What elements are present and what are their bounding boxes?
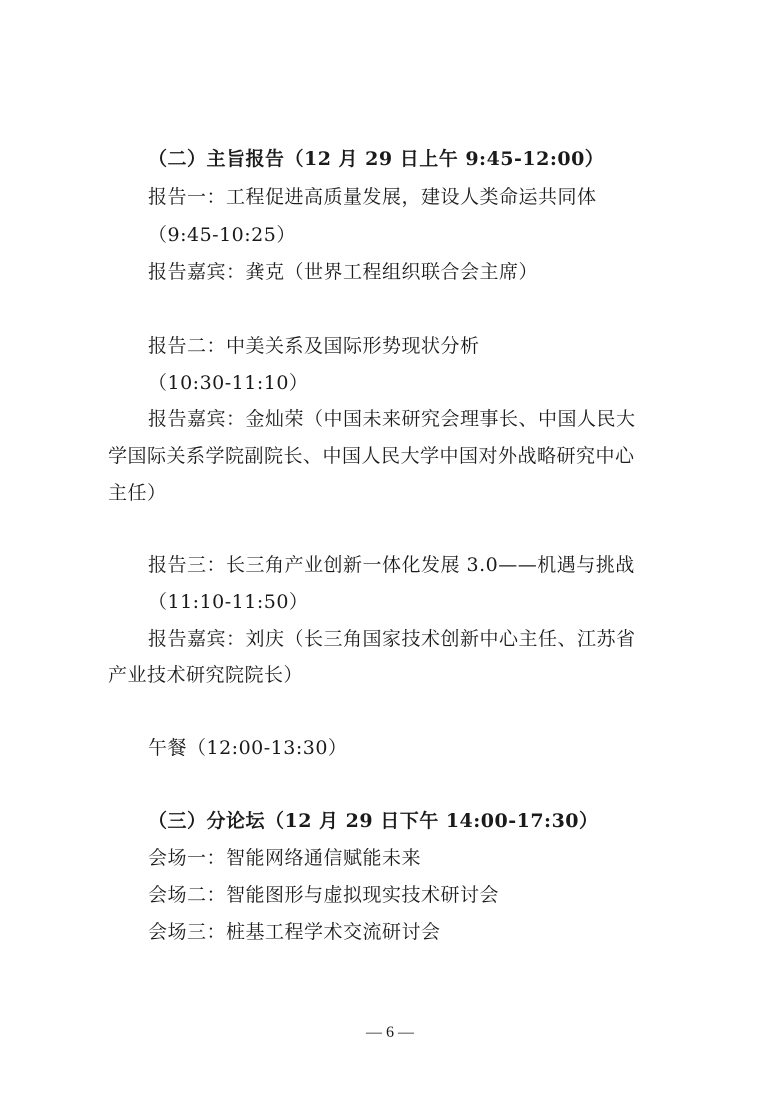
report-3-title: 报告三：长三角产业创新一体化发展 3.0——机遇与挑战: [148, 554, 635, 576]
report-2-time: （10:30-11:10）: [148, 372, 309, 394]
report-3-guest-line-1: 报告嘉宾：刘庆（长三角国家技术创新中心主任、江苏省: [148, 628, 636, 650]
report-2-guest-line-3: 主任）: [108, 482, 167, 504]
report-2-guest-line-1: 报告嘉宾：金灿荣（中国未来研究会理事长、中国人民大: [148, 408, 636, 430]
report-3-guest-line-2: 产业技术研究院院长）: [108, 664, 304, 686]
report-1-guest: 报告嘉宾：龚克（世界工程组织联合会主席）: [148, 261, 539, 283]
page-number: — 6 —: [366, 1024, 414, 1041]
venue-2: 会场二：智能图形与虚拟现实技术研讨会: [148, 884, 500, 906]
venue-3: 会场三：桩基工程学术交流研讨会: [148, 921, 441, 943]
section-2-heading: （二）主旨报告（12 月 29 日上午 9:45-12:00）: [148, 148, 605, 170]
report-2-guest-line-2: 学国际关系学院副院长、中国人民大学中国对外战略研究中心: [108, 445, 635, 467]
report-1-title: 报告一：工程促进高质量发展，建设人类命运共同体: [148, 186, 597, 208]
report-3-time: （11:10-11:50）: [148, 591, 309, 613]
report-2-title: 报告二：中美关系及国际形势现状分析: [148, 335, 480, 357]
venue-1: 会场一：智能网络通信赋能未来: [148, 847, 422, 869]
lunch-break: 午餐（12:00-13:30）: [148, 737, 348, 759]
section-3-heading: （三）分论坛（12 月 29 日下午 14:00-17:30）: [148, 810, 599, 832]
report-1-time: （9:45-10:25）: [148, 224, 296, 246]
